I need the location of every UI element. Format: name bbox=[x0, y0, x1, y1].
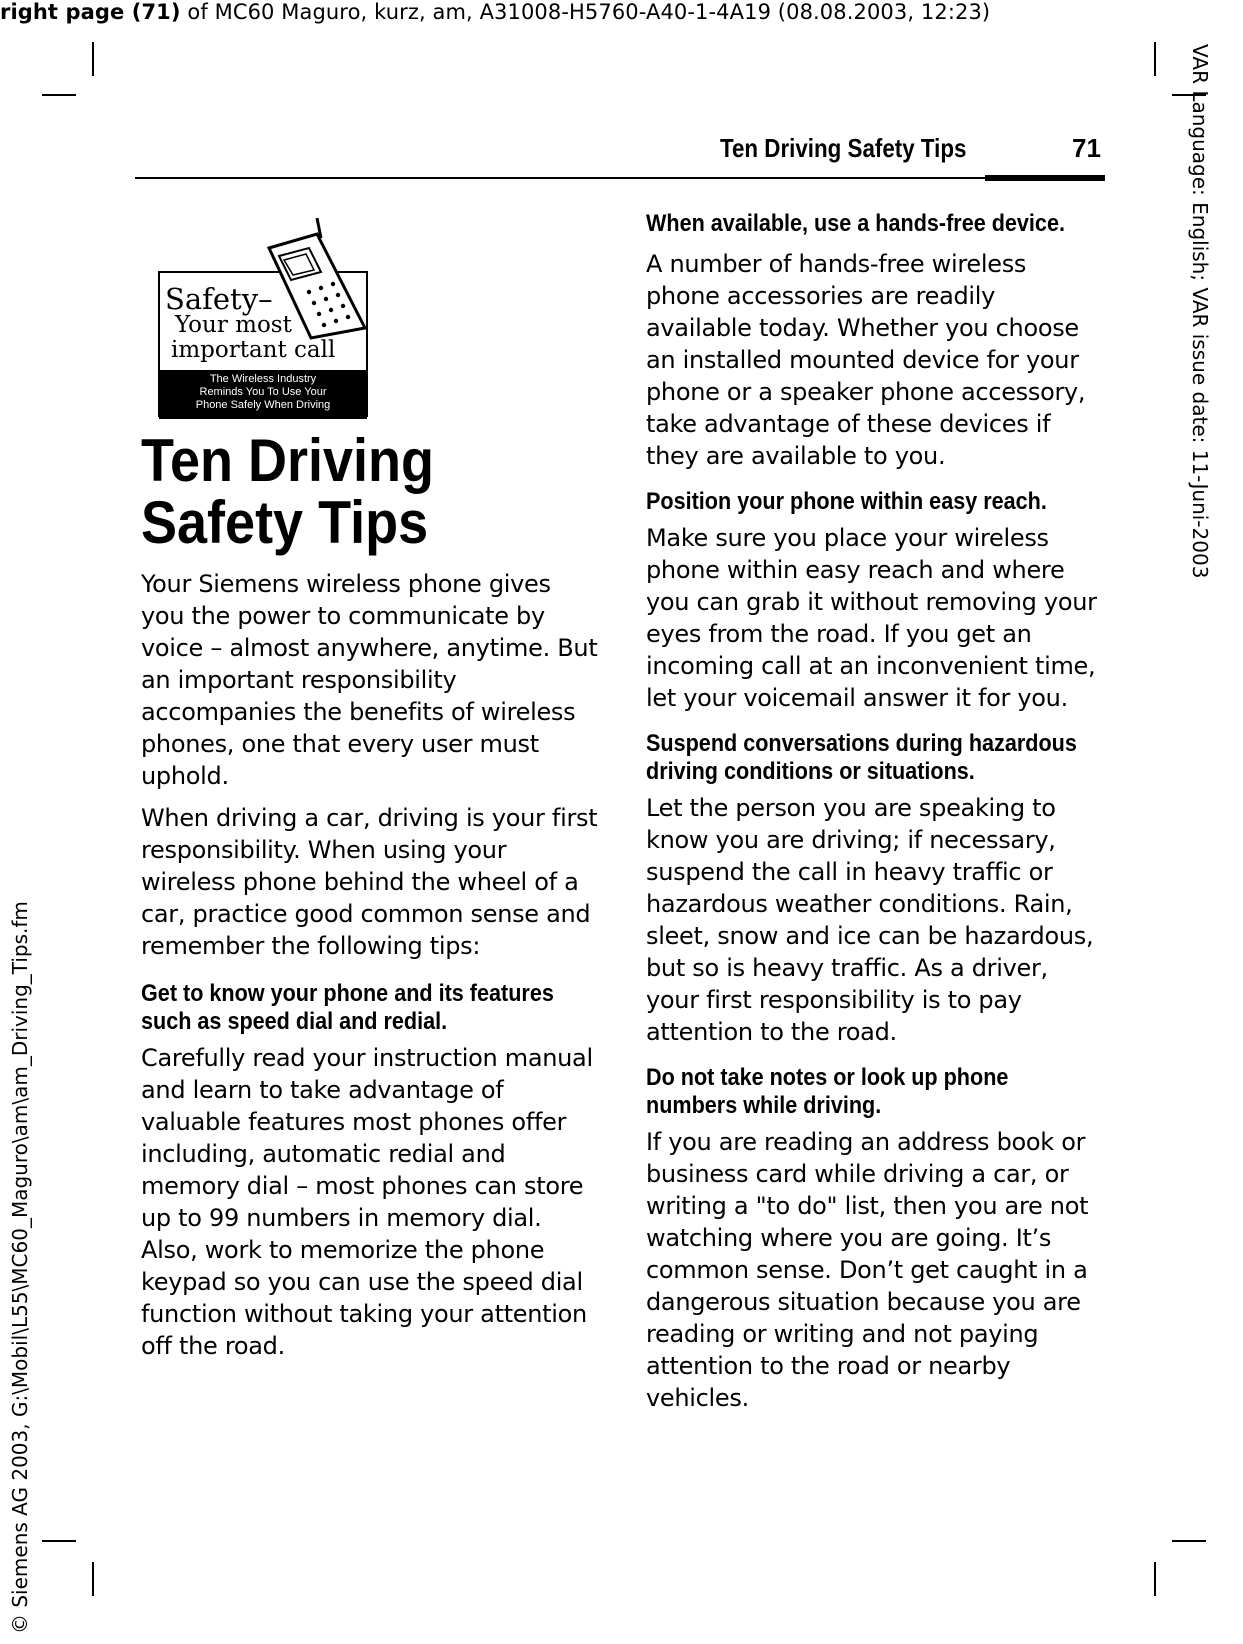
safety-logo bbox=[151, 200, 381, 420]
tip-heading: Do not take notes or look up phone numbers while driving. bbox=[646, 1064, 1009, 1119]
tip-body: Carefully read your instruction manual and learn to take advantage of valuable features most phones offer including, automatic redial and memory dial – most phones can store up to 99 numbers in memory dial. Also, work to memorize the phone keypad so you can use the speed dial function without taking your attention off the road. bbox=[141, 1044, 593, 1360]
slug-details: of MC60 Maguro, kurz, am, A31008-H5760-A40-1-4A19 (08.08.2003, 12:23) bbox=[180, 0, 991, 24]
crop-mark bbox=[1154, 1562, 1156, 1596]
variant-info: VAR Language: English; VAR issue date: 11-Juni-2003 bbox=[1188, 44, 1212, 579]
crop-mark bbox=[1154, 42, 1156, 76]
tip-body: If you are reading an address book or business card while driving a car, or writing a "to do" list, then you are not watching where you are going. It’s common sense. Don’t get caught in a dangerous situation because you are reading or writing and not paying attention to the road or nearby vehicles. bbox=[646, 1128, 1089, 1412]
crop-mark bbox=[42, 94, 76, 96]
tip-heading: Get to know your phone and its features such as speed dial and redial. bbox=[141, 980, 554, 1035]
header-rule bbox=[135, 177, 1105, 179]
tip-heading: Position your phone within easy reach. bbox=[646, 488, 1047, 515]
intro-paragraph: Your Siemens wireless phone gives you the power to communicate by voice – almost anywhere, anytime. But an important responsibility accompanies the benefits of wireless phones, one that every user must uphold. bbox=[141, 570, 598, 790]
crop-mark bbox=[42, 1540, 76, 1542]
left-column bbox=[141, 200, 601, 1372]
logo-subheading: important call bbox=[171, 337, 336, 363]
logo-band bbox=[159, 370, 367, 419]
print-slug bbox=[0, 0, 990, 24]
crop-mark bbox=[1172, 1540, 1206, 1542]
slug-page-label: right page (71) bbox=[0, 0, 181, 24]
logo-band-line: Reminds You To Use Your bbox=[199, 386, 327, 398]
tip-body: Make sure you place your wireless phone within easy reach and where you can grab it without removing your eyes from the road. If you get an incoming call at an inconvenient time, let your voicemail answer it for you. bbox=[646, 524, 1097, 712]
header-rule-accent bbox=[985, 175, 1105, 181]
running-header-title: Ten Driving Safety Tips bbox=[720, 133, 967, 163]
tip-heading: Suspend conversations during hazardous driving conditions or situations. bbox=[646, 730, 1077, 785]
crop-mark bbox=[92, 1562, 94, 1596]
page-number: 71 bbox=[1072, 133, 1101, 163]
page-title: Ten Driving Safety Tips bbox=[141, 427, 435, 556]
tip-body: Let the person you are speaking to know you are driving; if necessary, suspend the call in heavy traffic or hazardous weather conditions. Rain, sleet, snow and ice can be hazardous, but so is heavy traffic. As a driver, your first responsibility is to pay attention to the road. bbox=[646, 794, 1094, 1046]
intro-paragraph: When driving a car, driving is your first responsibility. When using your wireless phone behind the wheel of a car, practice good common sense and remember the following tips: bbox=[141, 804, 598, 960]
logo-band-line: Phone Safely When Driving bbox=[195, 399, 331, 411]
logo-subheading: Your most bbox=[175, 312, 292, 338]
logo-band-line: The Wireless Industry bbox=[209, 373, 317, 385]
copyright-path: © Siemens AG 2003, G:\Mobil\L55\MC60_Maguro\am\am_Driving_Tips.fm bbox=[8, 901, 32, 1634]
tip-body: A number of hands-free wireless phone accessories are readily available today. Whether you choose an installed mounted device for your phone or a speaker phone accessory, take advantage of these devices if they are available to you. bbox=[646, 250, 1086, 470]
crop-mark bbox=[92, 42, 94, 76]
right-column bbox=[646, 210, 1101, 1424]
tip-heading: When available, use a hands-free device. bbox=[646, 210, 1065, 237]
logo-heading: Safety– bbox=[165, 282, 273, 316]
